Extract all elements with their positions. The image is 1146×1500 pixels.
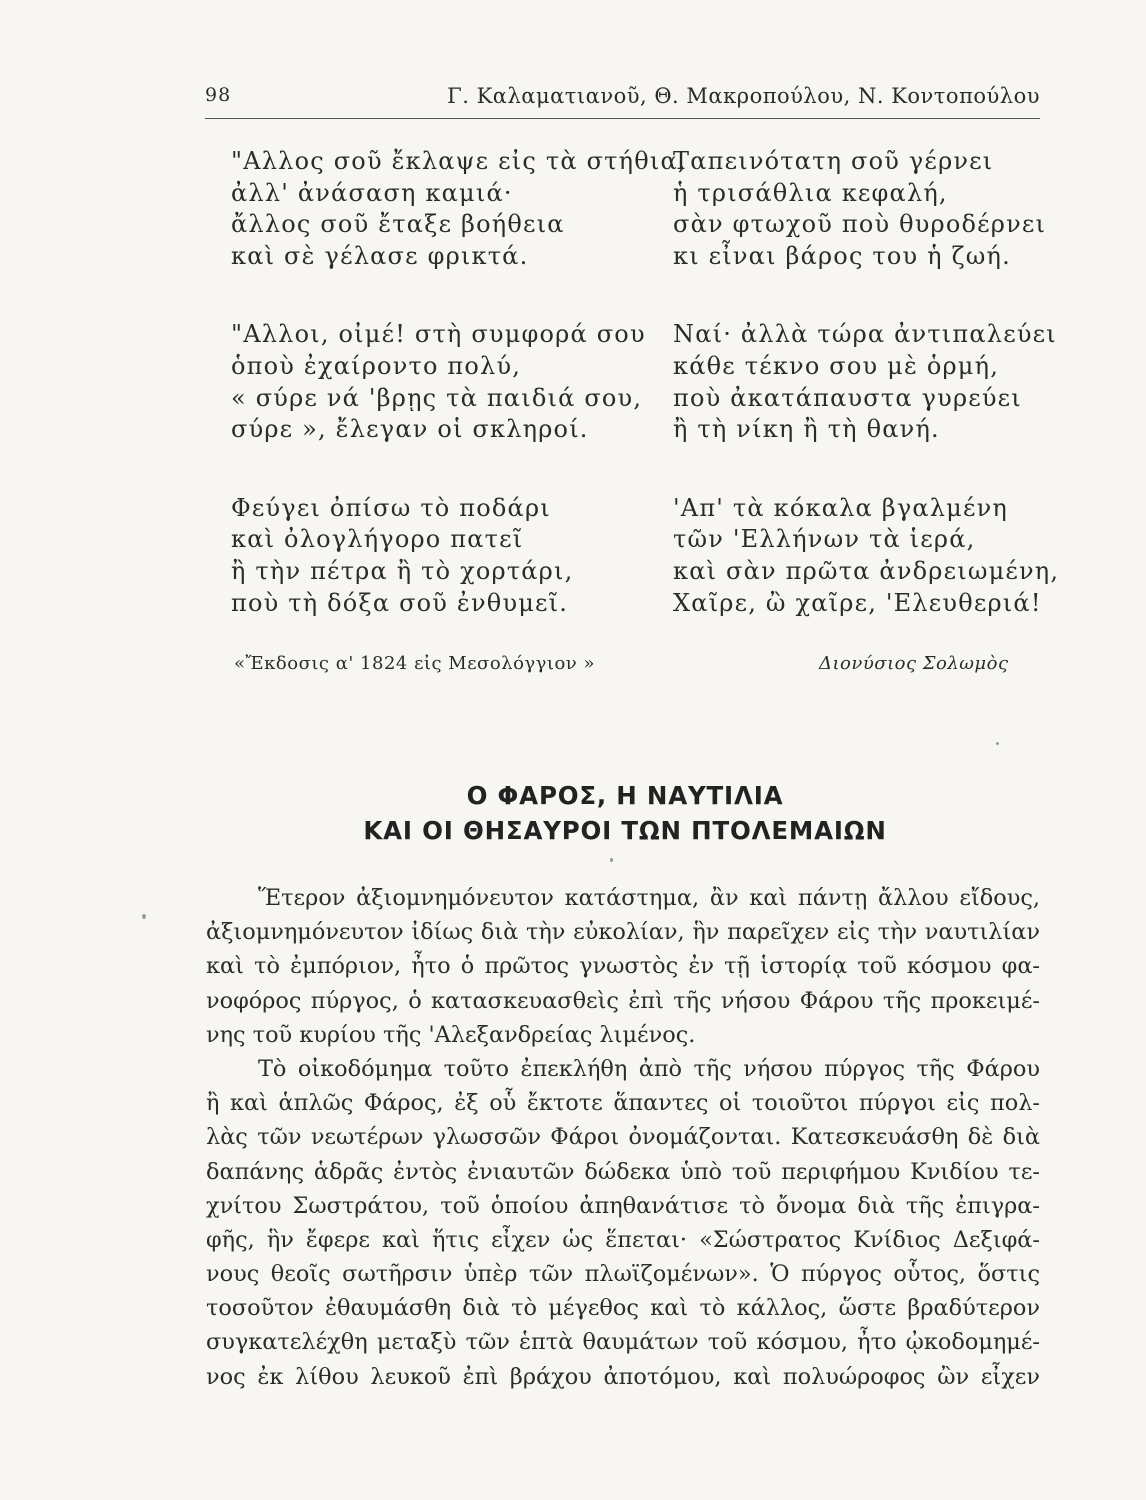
paper-speck [142,914,146,919]
poem-line: ποὺ ἀκατάπαυστα γυρεύει [673,383,1022,412]
running-head: Γ. Καλαματιανοῦ, Θ. Μακροπούλου, Ν. Κοντοπούλου [447,84,1040,108]
body-line: ἀξιομνημόνευτον ἰδίως διὰ τὴν εὐκολίαν, ἣν παρεῖχεν εἰς τὴν ναυτιλίαν [206,919,1040,946]
poem-line: ἡ τρισάθλια κεφαλή, [673,178,948,207]
poem-line: ἄλλος σοῦ ἔταξε βοήθεια [231,210,565,239]
poem-right-column [673,146,1059,666]
page-header [205,84,1040,119]
paper-speck [996,742,999,745]
body-line: φῆς, ἣν ἔφερε καὶ ἥτις εἶχεν ὡς ἕπεται· «Σώστρατος Κνίδιος Δεξιφά- [206,1226,1040,1253]
poem-line: Ταπεινότατη σοῦ γέρνει [673,147,994,175]
body-line: δαπάνης ἁδρᾶς ἐντὸς ἐνιαυτῶν δώδεκα ὑπὸ τοῦ περιφήμου Κνιδίου τε- [206,1158,1040,1185]
poem-line: κι εἶναι βάρος του ἡ ζωή. [673,241,1011,270]
poem-stanza [673,319,1059,445]
poem-line: ἢ τὴ νίκη ἢ τὴ θανή. [673,415,940,444]
body-line: χνίτου Σωστράτου, τοῦ ὁποίου ἀπηθανάτισε τὸ ὄνομα διὰ τῆς ἐπιγρα- [206,1192,1040,1219]
body-line: λὰς τῶν νεωτέρων γλωσσῶν Φάροι ὀνομάζονται. Κατεσκευάσθη δὲ διὰ [206,1124,1040,1151]
poem-line: ἀλλ' ἀνάσαση καμιά· [231,178,513,207]
poem-stanza [231,319,687,445]
poem-stanza [231,493,687,619]
poem-line: ὁποὺ ἐχαίροντο πολύ, [231,351,522,380]
poem-line: ποὺ τὴ δόξα σοῦ ἐνθυμεῖ. [231,588,569,617]
poem-line: "Αλλος σοῦ ἔκλαψε εἰς τὰ στήθια, [231,147,687,175]
article-body [206,881,1040,1394]
body-line: νοφόρος πύργος, ὁ κατασκευασθεὶς ἐπὶ τῆς νήσου Φάρου τῆς προκειμέ- [206,987,1040,1014]
poem-line: "Αλλοι, οἰμέ! στὴ συμφορά σου [231,320,646,349]
poem-line: σὰν φτωχοῦ ποὺ θυροδέρνει [673,210,1047,239]
poem-line: καὶ ὀλογλήγορο πατεῖ [231,525,524,554]
poem-line: καὶ σὲ γέλασε φρικτά. [231,241,529,270]
body-line: νος ἐκ λίθου λευκοῦ ἐπὶ βράχου ἀποτόμου, καὶ πολυώροφος ὢν εἶχεν [206,1363,1040,1390]
poem-source-note: «Ἔκδοσις α' 1824 εἰς Μεσολόγγιον » [234,653,595,674]
poem-line: « σύρε νά 'βρῃς τὰ παιδιά σου, [231,383,643,412]
poem-line: Ναί· ἀλλὰ τώρα ἀντιπαλεύει [673,320,1057,349]
poem-line: καὶ σὰν πρῶτα ἀνδρειωμένη, [673,556,1060,585]
article-title-line: Ο ΦΑΡΟΣ, Η ΝΑΥΤΙΛΙΑ [466,781,784,810]
poem-left-column [231,146,687,666]
body-line: ἢ καὶ ἁπλῶς Φάρος, ἐξ οὗ ἔκτοτε ἅπαντες οἱ τοιοῦτοι πύργοι εἰς πολ- [206,1090,1040,1117]
article-title [200,778,1050,848]
poem-stanza [673,493,1059,619]
poem-line: 'Απ' τὰ κόκαλα βγαλμένη [673,493,1008,522]
poem-stanza [231,146,687,272]
page-number: 98 [205,84,232,106]
body-line: Τὸ οἰκοδόμημα τοῦτο ἐπεκλήθη ἀπὸ τῆς νήσου πύργος τῆς Φάρου [258,1055,1040,1082]
poem-line: ἢ τὴν πέτρα ἢ τὸ χορτάρι, [231,556,574,585]
body-line: Ἕτερον ἀξιομνημόνευτον κατάστημα, ἂν καὶ πάντῃ ἄλλου εἴδους, [258,885,1040,911]
poem-line: Φεύγει ὀπίσω τὸ ποδάρι [231,493,551,522]
body-line: νους θεοῖς σωτῆρσιν ὑπὲρ τῶν πλωϊζομένων». Ὁ πύργος οὗτος, ὅστις [206,1261,1040,1288]
body-line: τοσοῦτον ἐθαυμάσθη διὰ τὸ μέγεθος καὶ τὸ κάλλος, ὥστε βραδύτερον [206,1295,1040,1322]
paper-speck [610,858,613,862]
poem-line: τῶν 'Ελλήνων τὰ ἱερά, [673,525,976,554]
body-line: καὶ τὸ ἐμπόριον, ἦτο ὁ πρῶτος γνωστὸς ἐν τῇ ἱστορίᾳ τοῦ κόσμου φα- [206,953,1040,980]
poem-line: κάθε τέκνο σου μὲ ὁρμή, [673,351,1000,380]
poem-line: σύρε », ἔλεγαν οἱ σκληροί. [231,415,589,444]
poem-stanza [673,146,1059,272]
poem-author: Διονύσιος Σολωμὸς [819,653,1009,674]
poem-line: Χαῖρε, ὢ χαῖρε, 'Ελευθεριά! [673,588,1042,617]
body-line: συγκατελέχθη μεταξὺ τῶν ἑπτὰ θαυμάτων τοῦ κόσμου, ἦτο ᾠκοδομημέ- [206,1329,1040,1356]
body-line: νης τοῦ κυρίου τῆς 'Αλεξανδρείας λιμένος. [206,1021,696,1048]
article-title-line: ΚΑΙ ΟΙ ΘΗΣΑΥΡΟΙ ΤΩΝ ΠΤΟΛΕΜΑΙΩΝ [363,816,887,845]
